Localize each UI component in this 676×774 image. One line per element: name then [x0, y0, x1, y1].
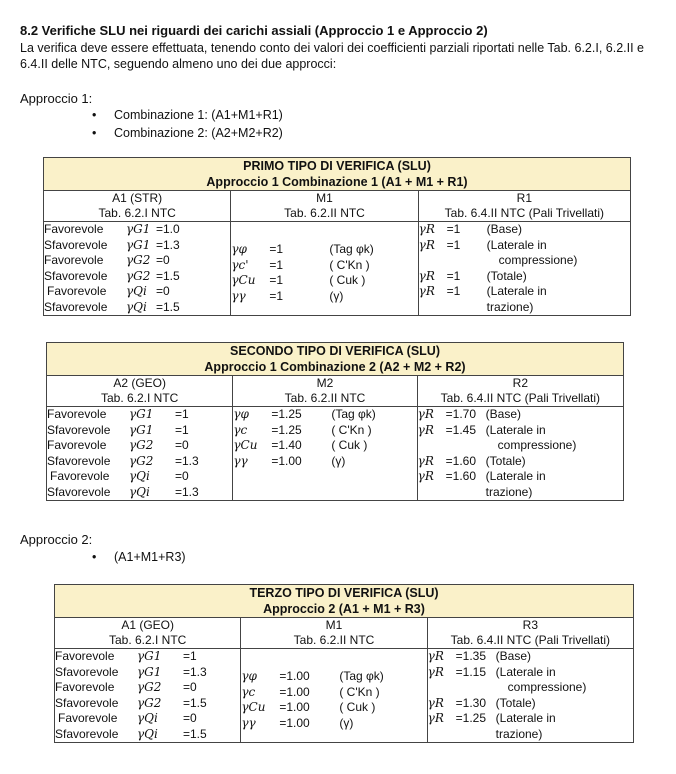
coeff-row [55, 649, 240, 665]
cell-a [44, 222, 231, 316]
coeff-symbol: γR [427, 695, 444, 710]
coeff-symbol: γG2 [129, 438, 154, 452]
coeff-note: ( C'Kn ) [329, 257, 370, 272]
coeff-symbol: γc [241, 684, 256, 699]
coeff-symbol: γR [417, 422, 434, 437]
coeff-value: =1.0 [156, 222, 180, 236]
coeff-value: =1.25 [271, 407, 302, 421]
coeff-note: (Base) [486, 222, 523, 236]
coeff-note: (Totale) [485, 453, 526, 468]
coeff-symbol: γQi [137, 726, 158, 741]
coeff-row [428, 665, 633, 681]
coeff-row [47, 423, 232, 439]
coeff-row [418, 469, 623, 485]
coeff-row [55, 711, 240, 727]
coeff-symbol: γR [427, 711, 444, 725]
coeff-value: =1.3 [183, 664, 207, 679]
coeff-value: =0 [156, 253, 170, 267]
coeff-row [44, 222, 230, 238]
coeff-value: =1.30 [455, 695, 487, 710]
coeff-note: (Laterale in [485, 422, 546, 437]
column-header-m: M1 Tab. 6.2.II NTC [231, 191, 418, 222]
coeff-value: =1.35 [455, 649, 487, 663]
coeff-note: (Laterale in [486, 284, 547, 298]
coeff-row [55, 680, 240, 696]
coeff-value: =1.00 [271, 453, 302, 468]
coeff-value: =1.5 [183, 695, 207, 710]
coeff-note: (Base) [485, 407, 521, 421]
bullet-item: • Combinazione 2: (A2+M2+R2) [92, 126, 283, 140]
coeff-row [231, 242, 417, 258]
coeff-note: compressione) [507, 680, 587, 694]
coeff-value: =1.00 [279, 700, 310, 714]
coeff-row [241, 700, 426, 716]
coeff-symbol: γR [427, 664, 444, 679]
coeff-row [44, 284, 230, 300]
coeff-row [55, 696, 240, 712]
cell-m [231, 222, 418, 316]
coeff-row [418, 423, 623, 439]
bullet-item: • Combinazione 1: (A1+M1+R1) [92, 108, 283, 122]
coeff-row [419, 300, 630, 316]
cell-a [47, 407, 233, 501]
coeff-symbol: γCu [231, 273, 256, 287]
coeff-value: =1.60 [445, 453, 477, 468]
coeff-note: (γ) [329, 288, 344, 303]
cell-m [233, 407, 417, 501]
coeff-symbol: γG1 [129, 422, 154, 437]
coeff-symbol: γG2 [137, 680, 162, 694]
coeff-note: (Totale) [495, 695, 536, 710]
coeff-value: =1 [175, 422, 189, 437]
table-title: TERZO TIPO DI VERIFICA (SLU) Approccio 2 (A1 + M1 + R3) [55, 585, 634, 618]
coeff-symbol: γQi [129, 469, 150, 483]
coeff-row [55, 727, 240, 743]
coeff-value: =1.15 [455, 664, 487, 679]
coeff-symbol: γγ [241, 715, 256, 730]
coeff-label: Sfavorevole [55, 695, 119, 710]
cell-r [417, 407, 623, 501]
coeff-label: Sfavorevole [44, 299, 108, 314]
coeff-value: =1.70 [445, 407, 477, 421]
coeff-symbol: γG1 [137, 649, 162, 663]
coeff-label: Sfavorevole [44, 237, 108, 252]
coeff-row [419, 284, 630, 300]
coeff-symbol: γR [418, 222, 435, 236]
table-title: PRIMO TIPO DI VERIFICA (SLU) Approccio 1 Combinazione 1 (A1 + M1 + R1) [44, 158, 631, 191]
coeff-note: (Tag φk) [339, 669, 384, 683]
coeff-row [418, 407, 623, 423]
coeff-label: Favorevole [44, 253, 104, 267]
coeff-symbol: γG2 [126, 268, 151, 283]
coeff-row [55, 665, 240, 681]
coeff-row [233, 438, 416, 454]
section-heading: 8.2 Verifiche SLU nei riguardi dei carichi assiali (Approccio 1 e Approccio 2) [20, 23, 488, 38]
coeff-value: =1.00 [279, 684, 310, 699]
column-header-a: A1 (STR) Tab. 6.2.I NTC [44, 191, 231, 222]
coeff-row [428, 711, 633, 727]
coeff-symbol: γQi [126, 284, 147, 298]
coeff-note: ( Cuk ) [329, 273, 366, 287]
coeff-value: =1.5 [183, 726, 207, 741]
verifica-table-2 [46, 342, 624, 501]
approccio-2-label: Approccio 2: [20, 532, 93, 547]
coeff-note: compressione) [498, 253, 578, 267]
coeff-value: =1.00 [279, 715, 310, 730]
coeff-symbol: γR [417, 469, 434, 483]
coeff-label: Sfavorevole [47, 422, 111, 437]
coeff-value: =0 [175, 469, 189, 483]
coeff-label: Favorevole [55, 680, 115, 694]
coeff-row [47, 469, 232, 485]
coeff-note: trazione) [495, 726, 543, 741]
coeff-note: compressione) [497, 438, 577, 452]
coeff-note: (Laterale in [495, 711, 556, 725]
coeff-symbol: γγ [231, 288, 246, 303]
coeff-label: Favorevole [47, 284, 107, 298]
coeff-symbol: γφ [241, 669, 257, 683]
coeff-value: =0 [156, 284, 170, 298]
column-header-r: R2 Tab. 6.4.II NTC (Pali Trivellati) [417, 376, 623, 407]
coeff-symbol: γR [418, 268, 435, 283]
coeff-row [419, 238, 630, 254]
coeff-note: (Base) [495, 649, 531, 663]
coeff-label: Sfavorevole [55, 664, 119, 679]
coeff-label: Sfavorevole [55, 726, 119, 741]
coeff-symbol: γG1 [126, 237, 151, 252]
coeff-value: =1 [446, 268, 461, 283]
coeff-row [418, 438, 623, 454]
coeff-symbol: γR [427, 649, 444, 663]
coeff-row [44, 238, 230, 254]
coeff-symbol: γφ [231, 242, 247, 256]
coeff-label: Sfavorevole [44, 268, 108, 283]
coeff-row [231, 273, 417, 289]
coeff-value: =1.60 [445, 469, 477, 483]
coeff-symbol: γCu [241, 700, 266, 714]
coeff-symbol: γG1 [137, 664, 162, 679]
coeff-symbol: γG1 [129, 407, 154, 421]
coeff-row [241, 716, 426, 732]
coeff-note: ( Cuk ) [331, 438, 368, 452]
coeff-row [418, 454, 623, 470]
coeff-symbol: γQi [126, 299, 147, 314]
coeff-row [44, 253, 230, 269]
coeff-symbol: γG2 [126, 253, 151, 267]
cell-m [241, 649, 427, 743]
coeff-symbol: γQi [129, 484, 150, 499]
coeff-value: =1.00 [279, 669, 310, 683]
coeff-symbol: γR [417, 407, 434, 421]
approccio-1-label: Approccio 1: [20, 91, 93, 106]
coeff-note: (Laterale in [485, 469, 546, 483]
coeff-label: Favorevole [47, 438, 107, 452]
verifica-table-1 [43, 157, 631, 316]
coeff-value: =1 [446, 222, 461, 236]
coeff-value: =1 [183, 649, 197, 663]
coeff-symbol: γR [418, 237, 435, 252]
coeff-value: =1.5 [156, 299, 180, 314]
coeff-row [233, 407, 416, 423]
coeff-value: =1 [269, 288, 284, 303]
coeff-row [241, 669, 426, 685]
coeff-symbol: γG1 [126, 222, 151, 236]
coeff-value: =1.5 [156, 268, 180, 283]
coeff-value: =1.40 [271, 438, 302, 452]
cell-a [55, 649, 241, 743]
coeff-note: (Totale) [486, 268, 527, 283]
coeff-value: =1 [269, 257, 284, 272]
coeff-row [241, 685, 426, 701]
coeff-symbol: γc [233, 422, 248, 437]
column-header-r: R1 Tab. 6.4.II NTC (Pali Trivellati) [418, 191, 630, 222]
coeff-value: =1.3 [156, 237, 180, 252]
coeff-symbol: γCu [233, 438, 258, 452]
coeff-value: =0 [183, 711, 197, 725]
coeff-symbol: γQi [137, 711, 158, 725]
coeff-value: =0 [175, 438, 189, 452]
coeff-row [44, 300, 230, 316]
coeff-note: trazione) [486, 299, 534, 314]
coeff-label: Favorevole [55, 649, 115, 663]
coeff-row [47, 438, 232, 454]
coeff-row [233, 454, 416, 470]
bullet-item: • (A1+M1+R3) [92, 550, 186, 564]
section-intro: La verifica deve essere effettuata, tenendo conto dei valori dei coefficienti parziali riportati nelle Tab. 6.2.I, 6.2.II e 6.4.II delle NTC, seguendo almeno uno dei due approcci: [20, 41, 644, 71]
coeff-row [231, 289, 417, 305]
coeff-value: =1.25 [455, 711, 487, 725]
coeff-label: Favorevole [58, 711, 118, 725]
coeff-value: =1.25 [271, 422, 302, 437]
coeff-row [47, 454, 232, 470]
coeff-row [233, 423, 416, 439]
coeff-row [428, 649, 633, 665]
coeff-note: (γ) [339, 715, 354, 730]
coeff-symbol: γφ [233, 407, 249, 421]
coeff-row [47, 485, 232, 501]
coeff-value: =1.3 [175, 453, 199, 468]
cell-r [427, 649, 633, 743]
coeff-label: Favorevole [44, 222, 104, 236]
coeff-label: Favorevole [47, 407, 107, 421]
coeff-note: (Laterale in [486, 237, 547, 252]
coeff-value: =1.3 [175, 484, 199, 499]
coeff-row [418, 485, 623, 501]
verifica-table-3 [54, 584, 634, 743]
column-header-m: M1 Tab. 6.2.II NTC [241, 618, 427, 649]
coeff-symbol: γG2 [137, 695, 162, 710]
coeff-symbol: γc' [231, 257, 249, 272]
coeff-symbol: γR [418, 284, 435, 298]
coeff-row [231, 258, 417, 274]
coeff-label: Favorevole [50, 469, 110, 483]
coeff-label: Sfavorevole [47, 453, 111, 468]
coeff-value: =1 [175, 407, 189, 421]
column-header-r: R3 Tab. 6.4.II NTC (Pali Trivellati) [427, 618, 633, 649]
coeff-value: =1 [446, 284, 461, 298]
coeff-symbol: γR [417, 453, 434, 468]
column-header-a: A1 (GEO) Tab. 6.2.I NTC [55, 618, 241, 649]
coeff-row [419, 269, 630, 285]
coeff-value: =1 [446, 237, 461, 252]
coeff-note: ( Cuk ) [339, 700, 376, 714]
coeff-value: =1 [269, 242, 284, 256]
coeff-note: ( C'Kn ) [331, 422, 372, 437]
coeff-row [419, 253, 630, 269]
coeff-row [44, 269, 230, 285]
coeff-note: (Tag φk) [329, 242, 374, 256]
coeff-note: (Laterale in [495, 664, 556, 679]
coeff-value: =1.45 [445, 422, 477, 437]
cell-r [418, 222, 630, 316]
coeff-value: =1 [269, 273, 284, 287]
coeff-row [428, 680, 633, 696]
column-header-a: A2 (GEO) Tab. 6.2.I NTC [47, 376, 233, 407]
coeff-row [419, 222, 630, 238]
coeff-symbol: γγ [233, 453, 248, 468]
coeff-label: Sfavorevole [47, 484, 111, 499]
coeff-row [428, 696, 633, 712]
table-title: SECONDO TIPO DI VERIFICA (SLU) Approccio 1 Combinazione 2 (A2 + M2 + R2) [47, 343, 624, 376]
coeff-note: trazione) [485, 484, 533, 499]
coeff-note: ( C'Kn ) [339, 684, 380, 699]
coeff-row [428, 727, 633, 743]
coeff-symbol: γG2 [129, 453, 154, 468]
coeff-note: (γ) [331, 453, 346, 468]
column-header-m: M2 Tab. 6.2.II NTC [233, 376, 417, 407]
coeff-value: =0 [183, 680, 197, 694]
coeff-row [47, 407, 232, 423]
coeff-note: (Tag φk) [331, 407, 376, 421]
